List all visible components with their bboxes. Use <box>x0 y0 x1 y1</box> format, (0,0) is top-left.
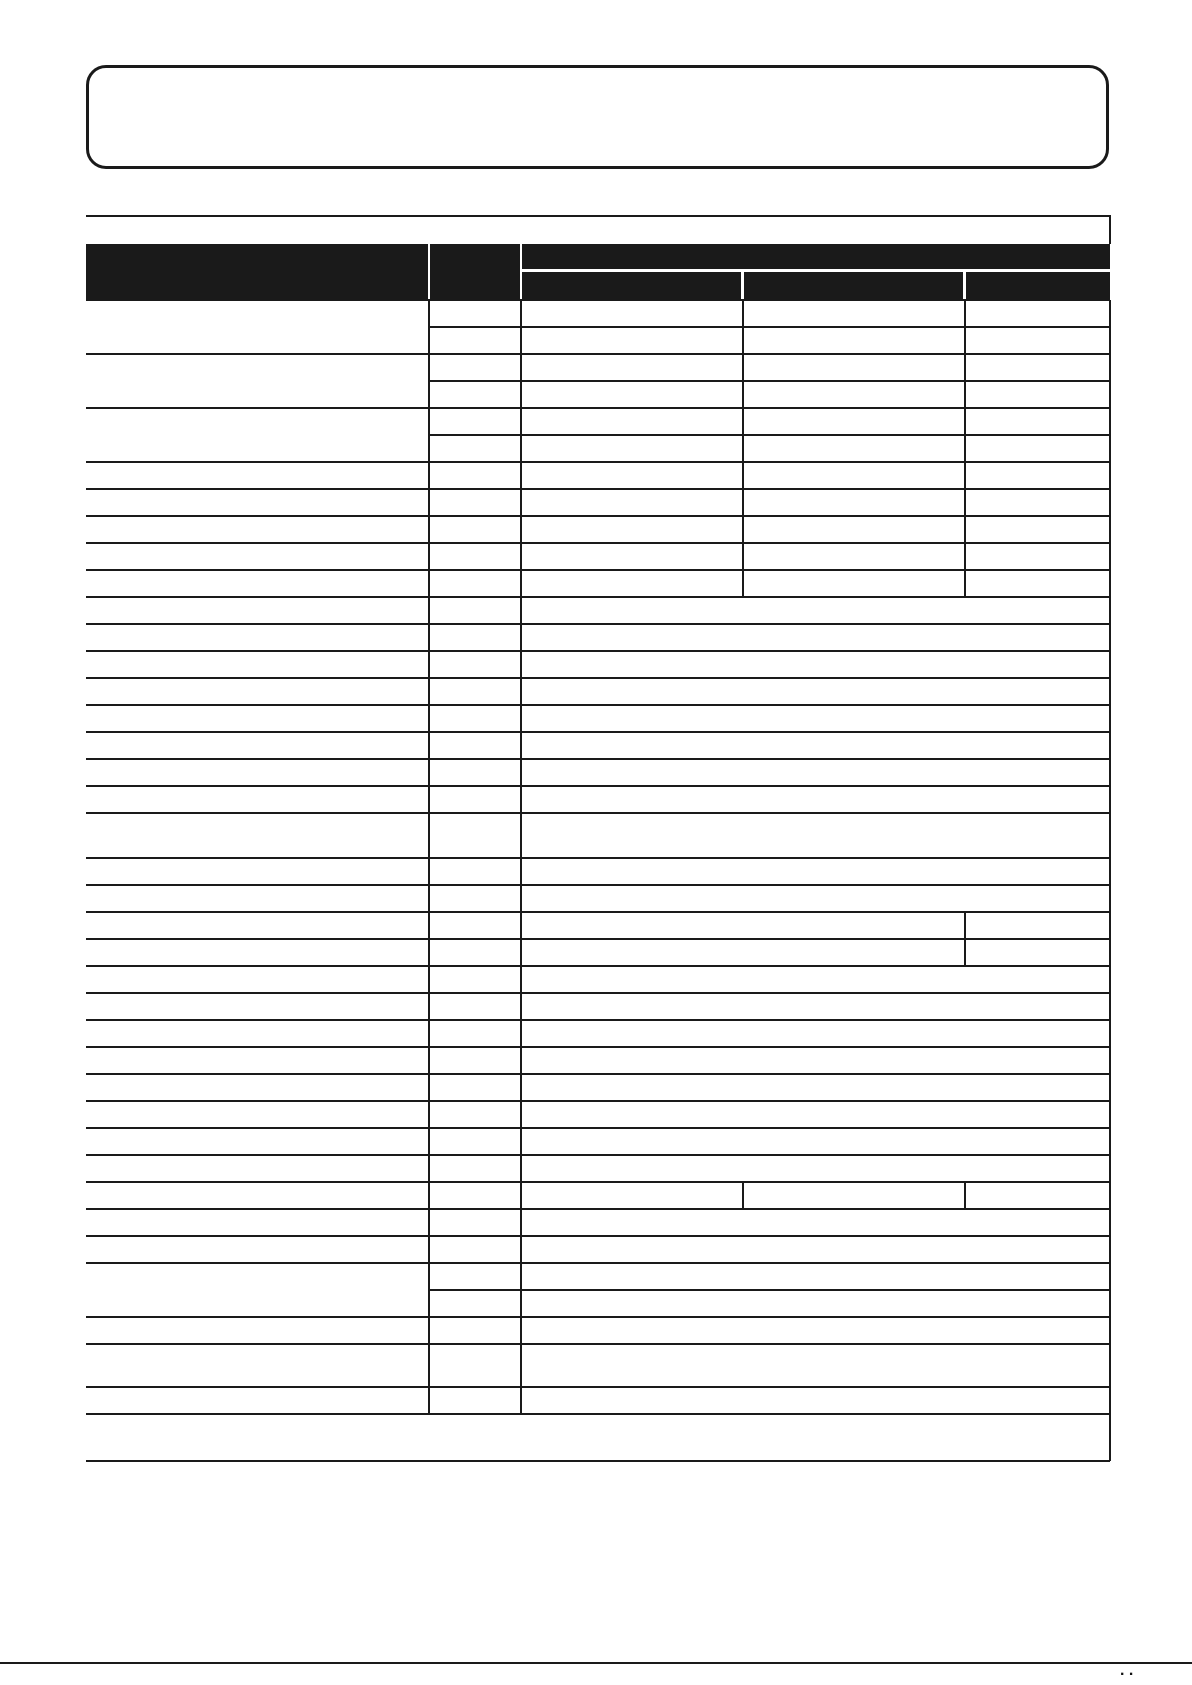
page-bottom-rule <box>0 1662 1192 1664</box>
table-grid <box>86 215 1111 1465</box>
header-group-cell <box>522 244 1110 269</box>
header-sub-cell <box>522 272 741 300</box>
page-corner-mark: . . <box>1120 1662 1134 1679</box>
header-unit-cell <box>430 244 520 300</box>
header-sub-cell <box>744 272 963 300</box>
title-box <box>86 65 1109 169</box>
header-sub-cell <box>966 272 1110 300</box>
specification-table <box>86 215 1111 1465</box>
header-item-cell <box>86 244 428 300</box>
